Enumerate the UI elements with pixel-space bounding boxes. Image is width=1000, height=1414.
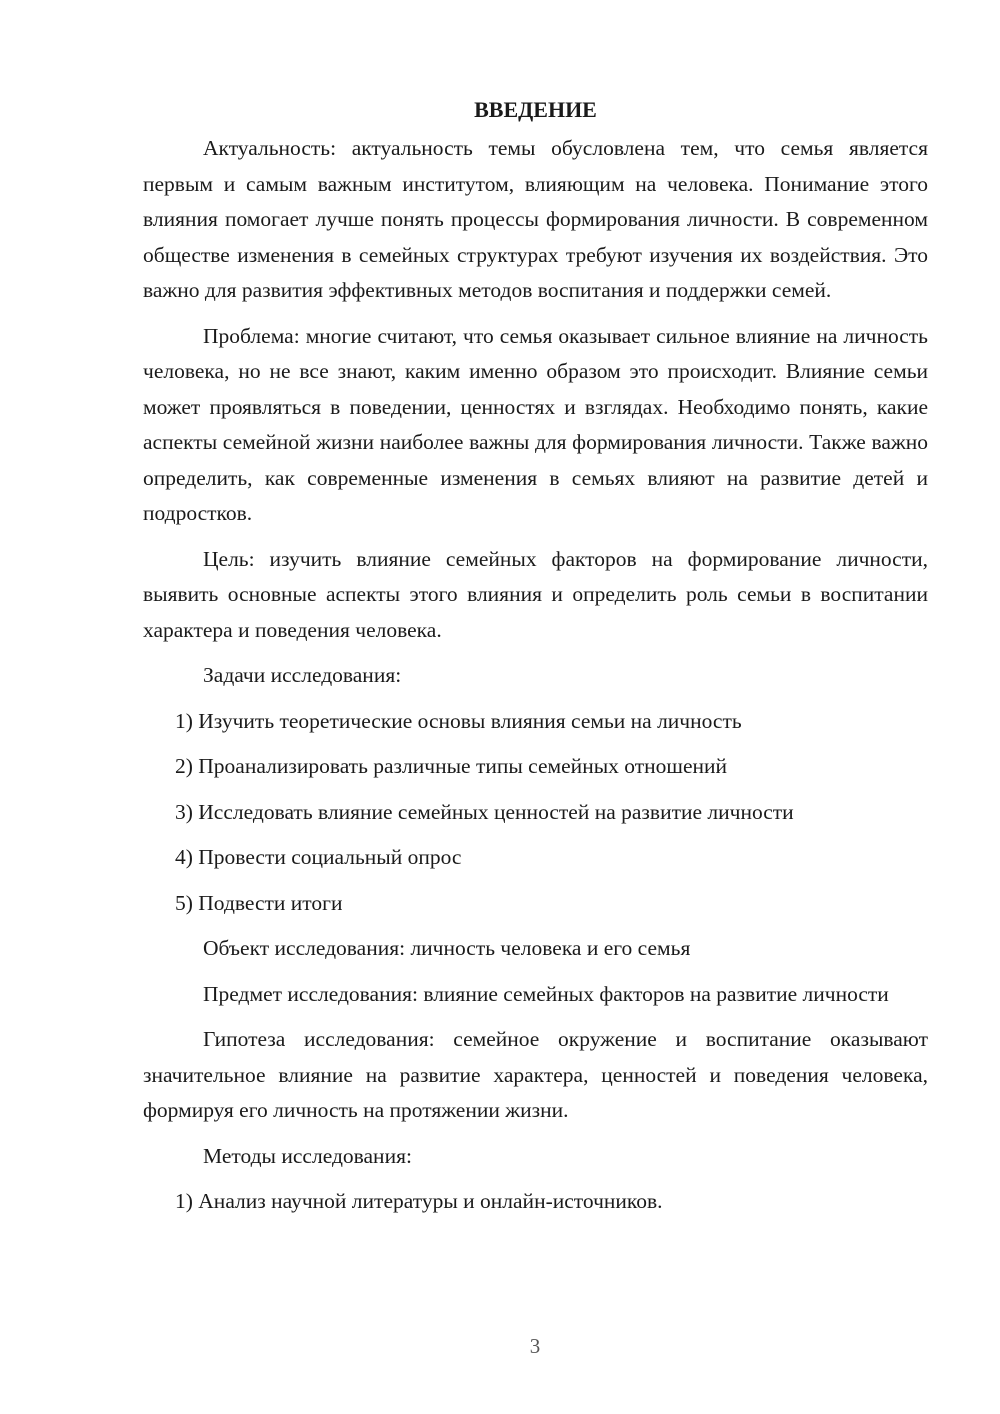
methods-title: Методы исследования: xyxy=(203,1143,412,1168)
task-item-5: 5) Подвести итоги xyxy=(175,890,343,915)
method-item-1: 1) Анализ научной литературы и онлайн-источников. xyxy=(175,1189,663,1213)
section-heading: ВВЕДЕНИЕ xyxy=(474,97,597,122)
object-line: Объект исследования: личность человека и его семья xyxy=(203,936,691,960)
subject-paragraph: Предмет исследования: влияние семейных факторов на развитие личности xyxy=(203,981,889,1006)
page-number: 3 xyxy=(529,1334,541,1358)
hypothesis-paragraph: Гипотеза исследования: семейное окружение и воспитание оказывают значительное влияние на развитие характера, ценностей и поведения человека, формируя его личность на протяжении жизни. xyxy=(143,1027,928,1122)
problem-paragraph: Проблема: многие считают, что семья оказывает сильное влияние на личность человека, но не все знают, каким именно образом это происходит. Влияние семьи может проявляться в поведении, ценностях и взглядах. Необходимо понять, какие аспекты семейной жизни наиболее важны для формирования личности. Также важно определить, как современные изменения в семьях влияют на развитие детей и подростков. xyxy=(143,323,928,525)
goal-paragraph: Цель: изучить влияние семейных факторов на формирование личности, выявить основные аспекты этого влияния и определить роль семьи в воспитании характера и поведения человека. xyxy=(143,546,928,642)
task-item-2: 2) Проанализировать различные типы семейных отношений xyxy=(175,754,727,778)
document-page xyxy=(143,92,928,1230)
relevance-paragraph: Актуальность: актуальность темы обусловлена тем, что семья является первым и самым важным институтом, влияющим на человека. Понимание этого влияния помогает лучше понять процессы формирования личности. В современном обществе изменения в семейных структурах требуют изучения их воздействия. Это важно для развития эффективных методов воспитания и поддержки семей. xyxy=(143,136,928,302)
task-item-3: 3) Исследовать влияние семейных ценностей на развитие личности xyxy=(175,799,794,824)
task-item-4: 4) Провести социальный опрос xyxy=(175,845,462,869)
task-item-1: 1) Изучить теоретические основы влияния семьи на личность xyxy=(175,708,742,733)
tasks-title: Задачи исследования: xyxy=(203,663,402,687)
